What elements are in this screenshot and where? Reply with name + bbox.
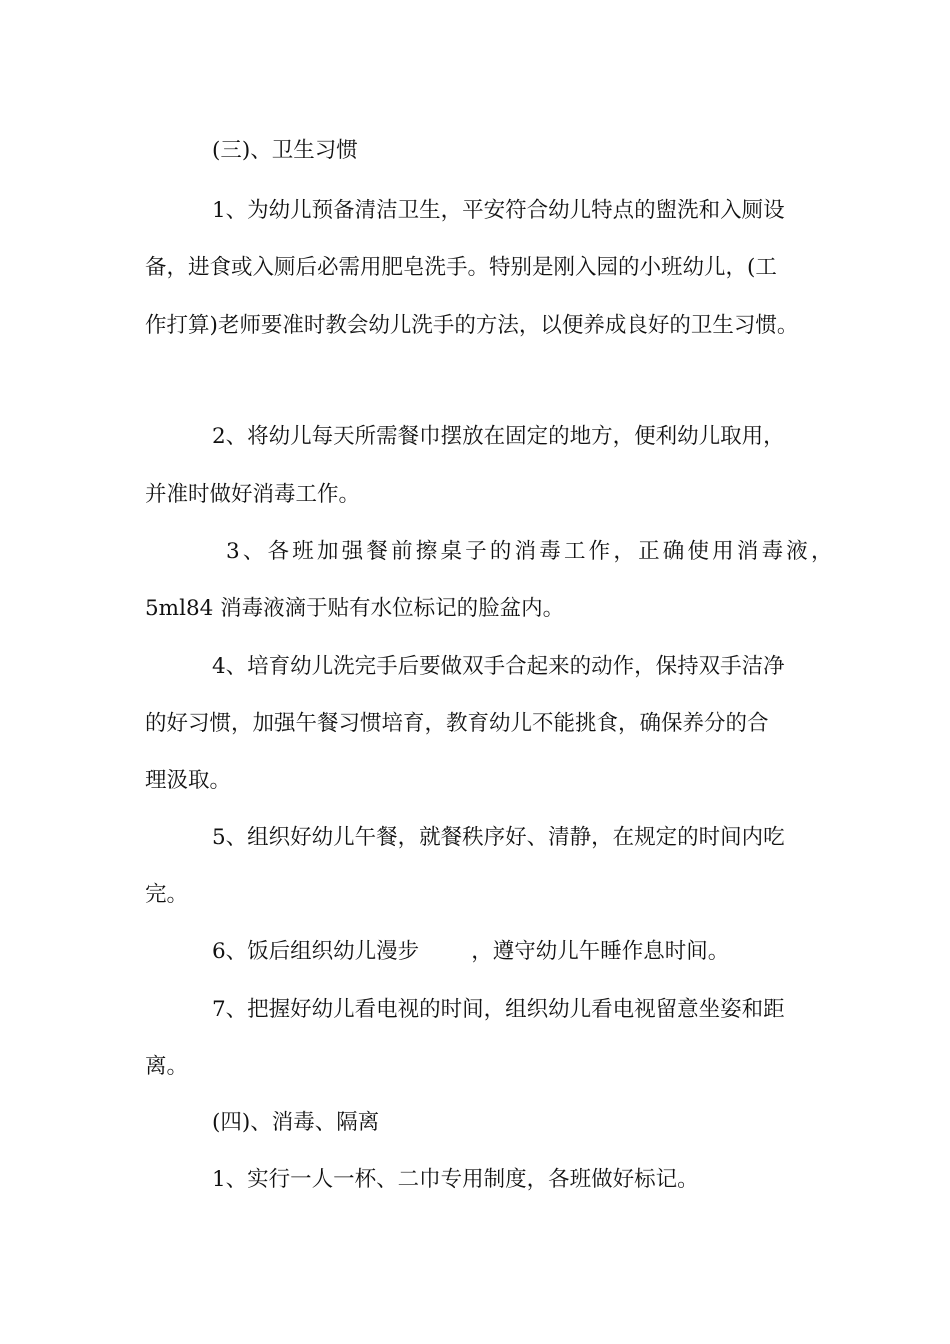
paragraph-segment: 6、饭后组织幼儿漫步	[212, 939, 420, 964]
section-heading-disinfection: (四)、消毒、隔离	[212, 1110, 380, 1135]
paragraph-line	[212, 937, 729, 967]
paragraph-line: 的好习惯，加强午餐习惯培育，教育幼儿不能挑食，确保养分的合	[145, 711, 769, 736]
section-heading-hygiene: (三)、卫生习惯	[212, 138, 358, 163]
paragraph-segment: ，遵守幼儿午睡作息时间。	[471, 939, 730, 964]
paragraph-line: 2、将幼儿每天所需餐巾摆放在固定的地方，便利幼儿取用，	[212, 424, 785, 449]
paragraph-line: 完。	[145, 882, 189, 907]
paragraph-line: 作打算)老师要准时教会幼儿洗手的方法，以便养成良好的卫生习惯。	[145, 313, 799, 338]
paragraph-line: 5ml84 消毒液滴于贴有水位标记的脸盆内。	[145, 596, 565, 621]
paragraph-line: 备，进食或入厕后必需用肥皂洗手。特别是刚入园的小班幼儿，(工	[145, 255, 777, 280]
paragraph-line: 并准时做好消毒工作。	[145, 482, 361, 507]
paragraph-line: 1、实行一人一杯、二巾专用制度，各班做好标记。	[212, 1167, 699, 1192]
paragraph-line: 3、各班加强餐前擦桌子的消毒工作，正确使用消毒液，	[226, 539, 836, 564]
paragraph-line: 1、为幼儿预备清洁卫生，平安符合幼儿特点的盥洗和入厕设	[212, 198, 785, 223]
paragraph-line: 5、组织好幼儿午餐，就餐秩序好、清静，在规定的时间内吃	[212, 825, 785, 850]
paragraph-line: 7、把握好幼儿看电视的时间，组织幼儿看电视留意坐姿和距	[212, 997, 785, 1022]
paragraph-line: 离。	[145, 1054, 189, 1079]
paragraph-line: 理汲取。	[145, 768, 232, 793]
paragraph-line: 4、培育幼儿洗完手后要做双手合起来的动作，保持双手洁净	[212, 654, 785, 679]
